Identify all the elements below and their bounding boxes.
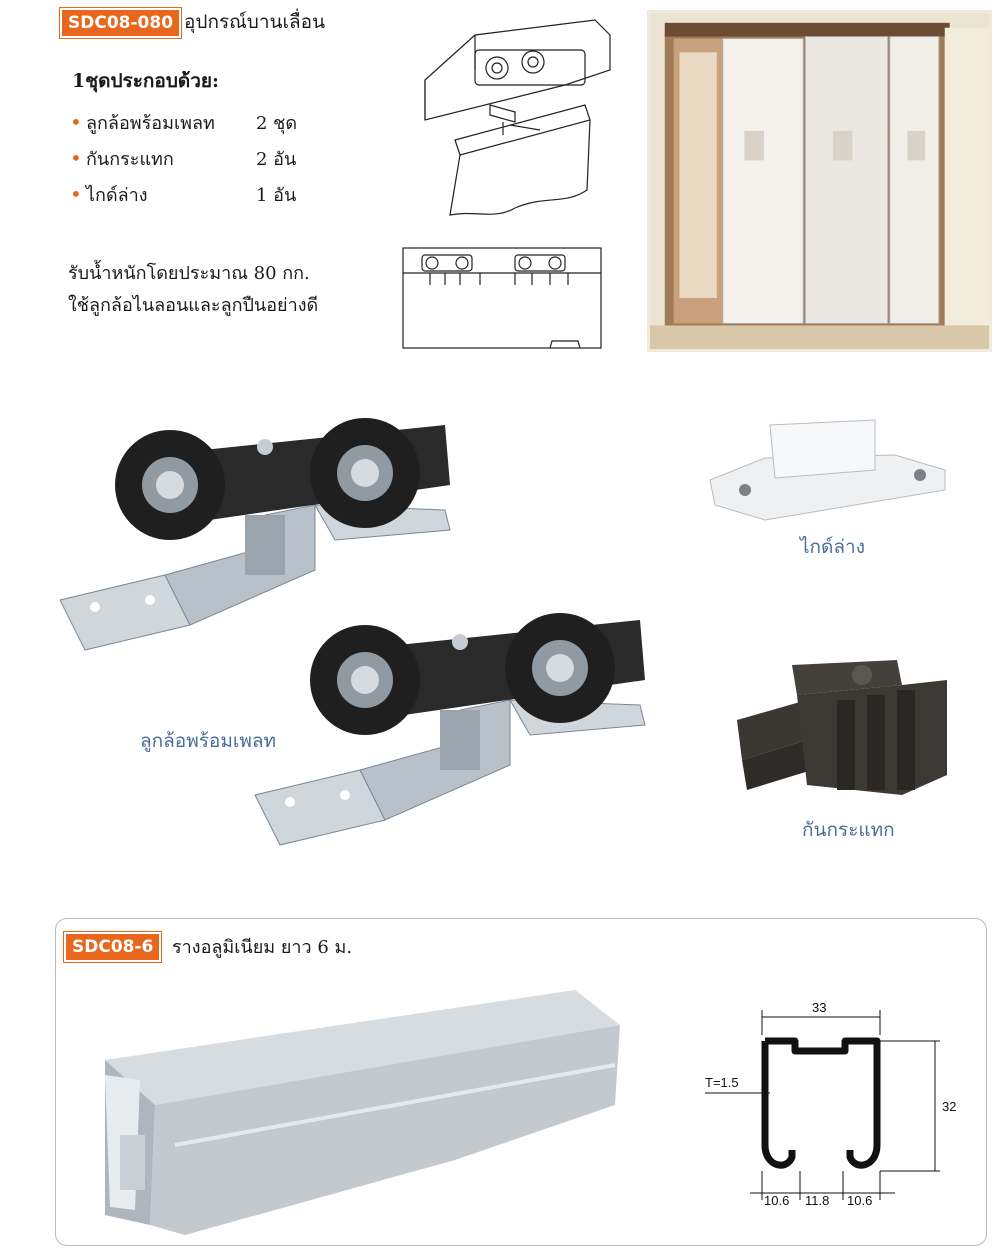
product-code-badge: SDC08-6 xyxy=(64,932,161,962)
bottom-guide-photo xyxy=(705,410,950,525)
kit-item-qty: 2 ชุด xyxy=(256,112,298,134)
installation-drawing xyxy=(415,10,615,225)
kit-item-qty: 2 อัน xyxy=(256,148,297,170)
bullet-icon: • xyxy=(70,110,82,134)
bullet-icon: • xyxy=(70,146,82,170)
kit-item-qty: 1 อัน xyxy=(256,184,297,206)
profile-bottom-left-label: 10.6 xyxy=(764,1193,790,1208)
profile-width-label: 33 xyxy=(812,1000,827,1015)
rail-profile-drawing xyxy=(695,995,965,1210)
kit-list xyxy=(70,104,297,212)
kit-heading: 1ชุดประกอบด้วย: xyxy=(72,70,220,92)
product-title: อุปกรณ์บานเลื่อน xyxy=(184,11,326,33)
bottom-guide-caption: ไกด์ล่าง xyxy=(800,536,865,558)
kit-item-name: ลูกล้อพร้อมเพลท xyxy=(86,112,215,134)
list-item xyxy=(70,176,297,212)
kit-item-name: กันกระแทก xyxy=(86,148,174,170)
front-view-drawing xyxy=(400,245,605,353)
aluminium-rail-photo xyxy=(75,985,635,1240)
spec-load: รับน้ำหนักโดยประมาณ 80 กก. xyxy=(68,263,310,284)
product-title: รางอลูมิเนียม ยาว 6 ม. xyxy=(172,937,353,958)
product-code-badge: SDC08-080 xyxy=(60,8,181,38)
profile-bottom-right-label: 10.6 xyxy=(847,1193,873,1208)
stopper-caption: กันกระแทก xyxy=(802,819,895,841)
list-item xyxy=(70,140,297,176)
spec-material: ใช้ลูกล้อไนลอนและลูกปืนอย่างดี xyxy=(68,295,319,316)
profile-height-label: 32 xyxy=(942,1099,957,1114)
wardrobe-photo xyxy=(647,10,992,352)
kit-item-name: ไกด์ล่าง xyxy=(86,184,148,206)
stopper-photo xyxy=(727,655,952,810)
roller-with-plate-photo xyxy=(250,595,650,850)
profile-bottom-mid-label: 11.8 xyxy=(805,1193,830,1208)
roller-caption: ลูกล้อพร้อมเพลท xyxy=(140,730,277,752)
bullet-icon: • xyxy=(70,182,82,206)
profile-thickness-label: T=1.5 xyxy=(705,1075,739,1090)
list-item xyxy=(70,104,297,140)
